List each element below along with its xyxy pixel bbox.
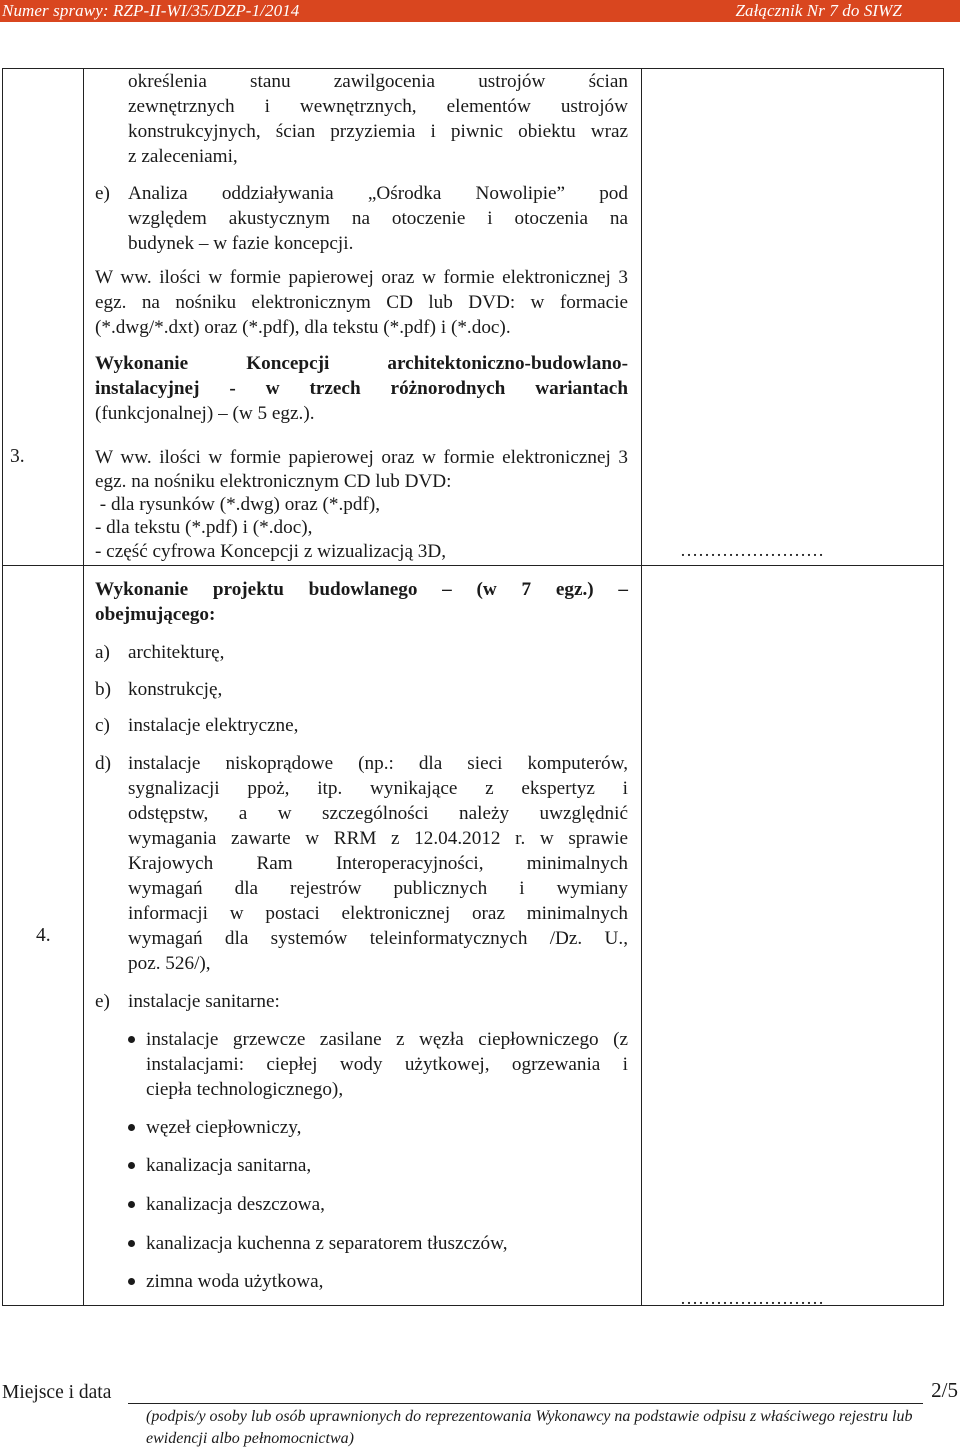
row-3-ww-line-2: egz. na nośniku elektronicznym CD lub DVD: [95, 471, 452, 492]
row-4-d-line-6: wymagań dla rejestrów publicznych i wymiany [128, 878, 628, 899]
page-number: 2/5 [931, 1378, 958, 1402]
prev-ww-line-2: egz. na nośniku elektronicznym CD lub DVD: w formacie [95, 292, 628, 313]
row-4-price-dots: …………………… [680, 1288, 824, 1308]
row-4-bullet-6: zimna woda użytkowa, [146, 1271, 324, 1292]
row-4-bullet-4: kanalizacja deszczowa, [146, 1194, 325, 1215]
row-3-title-line-1: Wykonanie Koncepcji architektoniczno-budowlano- [95, 353, 628, 374]
row-4-item-e-marker: e) [95, 991, 110, 1012]
row-4-d-line-1: instalacje niskoprądowe (np.: dla sieci komputerów, [128, 753, 628, 774]
row-3-ww-line-5: - część cyfrowa Koncepcji z wizualizacją 3D, [95, 541, 447, 562]
bullet-dot [128, 1240, 135, 1247]
header-attachment: Załącznik Nr 7 do SIWZ [735, 1, 902, 20]
bullet-dot [128, 1036, 135, 1043]
row-4-d-line-8: wymagań dla systemów teleinformatycznych /Dz. U., [128, 928, 628, 949]
row-4-title-line-2: obejmującego: [95, 604, 216, 625]
row-4-item-e-text: instalacje sanitarne: [128, 991, 280, 1012]
prev-ww-line-1: W ww. ilości w formie papierowej oraz w formie elektronicznej 3 [95, 267, 628, 288]
row-4-d-line-2: sygnalizacji ppoż, itp. wynikające z ekspertyz i [128, 778, 628, 799]
row-4-d-line-4: wymagania zawarte w RRM z 12.04.2012 r. w sprawie [128, 828, 628, 849]
row-4-bullet-2: węzeł ciepłowniczy, [146, 1117, 302, 1138]
row-4-bullet-3: kanalizacja sanitarna, [146, 1155, 312, 1176]
bullet-dot [128, 1278, 135, 1285]
row-4-bullet-1-line-3: ciepła technologicznego), [146, 1079, 344, 1100]
footer-signature-line [128, 1403, 923, 1404]
row-4-bullet-1-line-1: instalacje grzewcze zasilane z węzła ciepłowniczego (z [146, 1029, 628, 1050]
footer-signature-note: (podpis/y osoby lub osób uprawnionych do reprezentowania Wykonawcy na podstawie odpisu z właściwego rejestru lub ewidencji albo pełnomocnictwa) [146, 1408, 913, 1447]
row-3-ww-line-4: - dla tekstu (*.pdf) i (*.doc), [95, 517, 313, 538]
column-divider-number [83, 69, 84, 1305]
row-4-item-c-text: instalacje elektryczne, [128, 715, 299, 736]
header-case-number: Numer sprawy: RZP-II-WI/35/DZP-1/2014 [2, 1, 300, 20]
row-4-d-line-3: odstępstw, a w szczególności należy uwzględnić [128, 803, 628, 824]
row-4-title-line-1: Wykonanie projektu budowlanego – (w 7 egz.) – [95, 579, 628, 600]
prev-item-e-marker: e) [95, 183, 110, 204]
row-4-number: 4. [36, 925, 51, 946]
prev-ww-line-3: (*.dwg/*.dxt) oraz (*.pdf), dla tekstu (*.pdf) i (*.doc). [95, 317, 511, 338]
row-3-ww-line-1: W ww. ilości w formie papierowej oraz w formie elektronicznej 3 [95, 447, 628, 468]
prev-cont-line-2: zewnętrznych i wewnętrznych, elementów ustrojów [128, 96, 628, 117]
footer-place-date-label: Miejsce i data [2, 1382, 112, 1403]
row-4-item-a-text: architekturę, [128, 642, 225, 663]
row-4-item-a-marker: a) [95, 642, 110, 663]
row-4-item-d-marker: d) [95, 753, 111, 774]
bullet-dot [128, 1124, 135, 1131]
row-4-bullet-1-line-2: instalacjami: ciepłej wody użytkowej, ogrzewania i [146, 1054, 628, 1075]
row-4-item-b-text: konstrukcję, [128, 679, 223, 700]
prev-e-line-3: budynek – w fazie koncepcji. [128, 233, 354, 254]
row-4-d-line-9: poz. 526/), [128, 953, 211, 974]
prev-e-line-2: względem akustycznym na otoczenie i otoczenia na [128, 208, 628, 229]
prev-cont-line-3: konstrukcyjnych, ścian przyziemia i piwnic obiektu wraz [128, 121, 628, 142]
row-3-title-line-3: (funkcjonalnej) – (w 5 egz.). [95, 403, 315, 424]
row-3-number: 3. [10, 446, 25, 467]
prev-cont-line-4: z zaleceniami, [128, 146, 238, 167]
bullet-dot [128, 1201, 135, 1208]
row-3-price-dots: …………………… [680, 540, 824, 560]
row-divider-3-4 [3, 565, 943, 566]
prev-e-line-1: Analiza oddziaływania „Ośrodka Nowolipie” pod [128, 183, 628, 204]
row-3-ww-line-3: - dla rysunków (*.dwg) oraz (*.pdf), [95, 494, 381, 515]
bullet-dot [128, 1162, 135, 1169]
row-4-item-c-marker: c) [95, 715, 110, 736]
row-4-item-b-marker: b) [95, 679, 111, 700]
row-4-d-line-7: informacji w postaci elektronicznej oraz minimalnych [128, 903, 628, 924]
column-divider-price [641, 69, 642, 1305]
row-4-d-line-5: Krajowych Ram Interoperacyjności, minimalnych [128, 853, 628, 874]
row-4-bullet-5: kanalizacja kuchenna z separatorem tłuszczów, [146, 1233, 508, 1254]
row-3-title-line-2: instalacyjnej - w trzech różnorodnych wariantach [95, 378, 628, 399]
prev-cont-line-1: określenia stanu zawilgocenia ustrojów ścian [128, 71, 628, 92]
